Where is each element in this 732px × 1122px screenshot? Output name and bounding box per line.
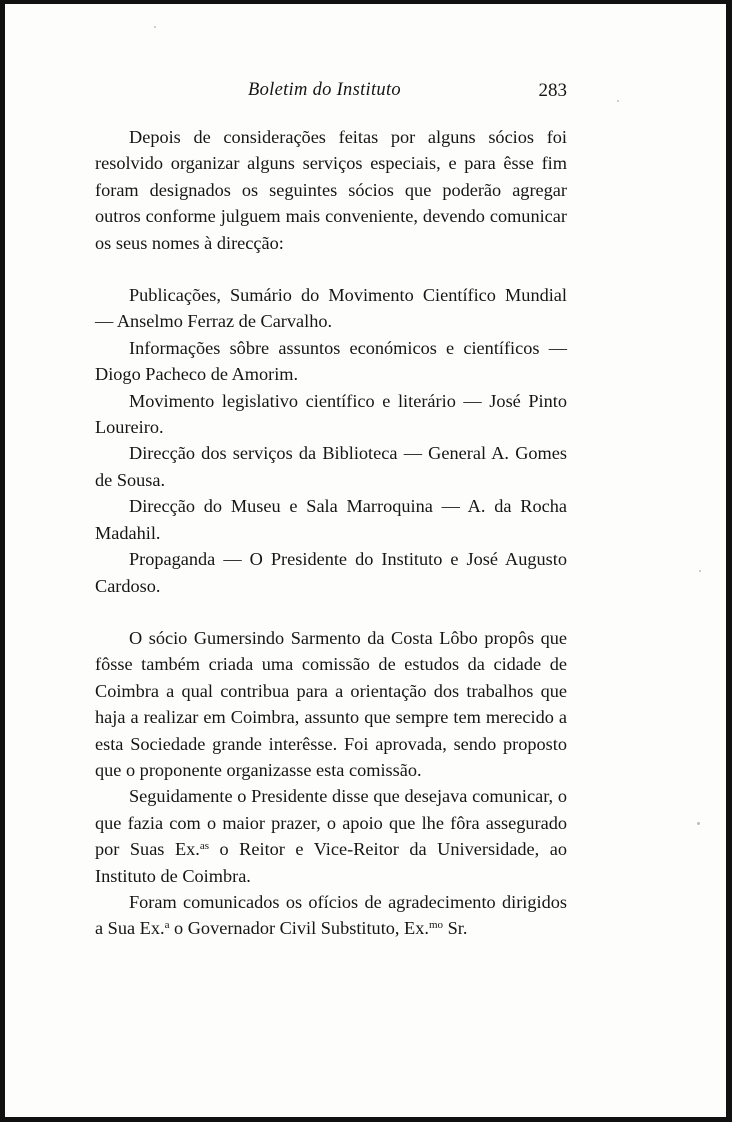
running-title: Boletim do Instituto [248, 80, 401, 100]
letters-text-after: Sr. [443, 918, 468, 939]
list-item-museum: Direcção do Museu e Sala Marroquina — A. da Rocha Madahil. [95, 496, 567, 543]
support-superscript: as [199, 840, 209, 853]
letters-superscript: a [164, 919, 170, 932]
list-item-propaganda: Propaganda — O Presidente do Instituto e José Augusto Cardoso. [95, 549, 567, 596]
paragraph-considerations: Depois de considerações feitas por alguns sócios foi resolvido organizar alguns serviços especiais, e para êsse fim foram designados os seguintes sócios que poderão agregar outros conforme julguem mais conveniente, devendo comunicar os seus nomes à direcção: [95, 127, 567, 253]
list-item-legislative: Movimento legislativo científico e literário — José Pinto Loureiro. [95, 390, 567, 438]
letters-superscript-2: mo [428, 919, 443, 932]
paper-speck [697, 822, 700, 825]
list-item-information: Informações sôbre assuntos económicos e científicos — Diogo Pacheco de Amorim. [95, 337, 567, 385]
letters-text-before: Foram comunicados os ofícios de agradecimento dirigidos a Sua Ex. [95, 891, 567, 939]
paper-speck [699, 570, 701, 572]
paragraph-support [95, 783, 567, 889]
list-item-publications: Publicações, Sumário do Movimento Científico Mundial — Anselmo Ferraz de Carvalho. [95, 285, 567, 332]
paper-speck [617, 100, 619, 102]
support-text-before: Seguidamente o Presidente disse que desejava comunicar, o que fazia com o maior prazer, o apoio que lhe fôra assegurado por Suas Ex. [95, 786, 567, 860]
letters-text-middle: o Governador Civil Substituto, Ex. [169, 918, 429, 939]
support-text-after: o Reitor e Vice-Reitor da Universidade, ao Instituto de Coimbra. [95, 839, 567, 886]
page-number: 283 [538, 80, 567, 101]
body-text [95, 124, 567, 942]
paragraph-letters [95, 889, 567, 942]
list-item-library: Direcção dos serviços da Biblioteca — General A. Gomes de Sousa. [95, 443, 567, 490]
page-header [95, 80, 567, 110]
paragraph-commission: O sócio Gumersindo Sarmento da Costa Lôbo propôs que fôsse também criada uma comissão de estudos da cidade de Coimbra a qual contribua para a orientação dos trabalhos que haja a realizar em Coimbra, assunto que sempre tem merecido a esta Sociedade grande interêsse. Foi aprovada, sendo proposto que o proponente organizasse esta comissão. [95, 627, 567, 780]
paper-speck [154, 26, 156, 28]
